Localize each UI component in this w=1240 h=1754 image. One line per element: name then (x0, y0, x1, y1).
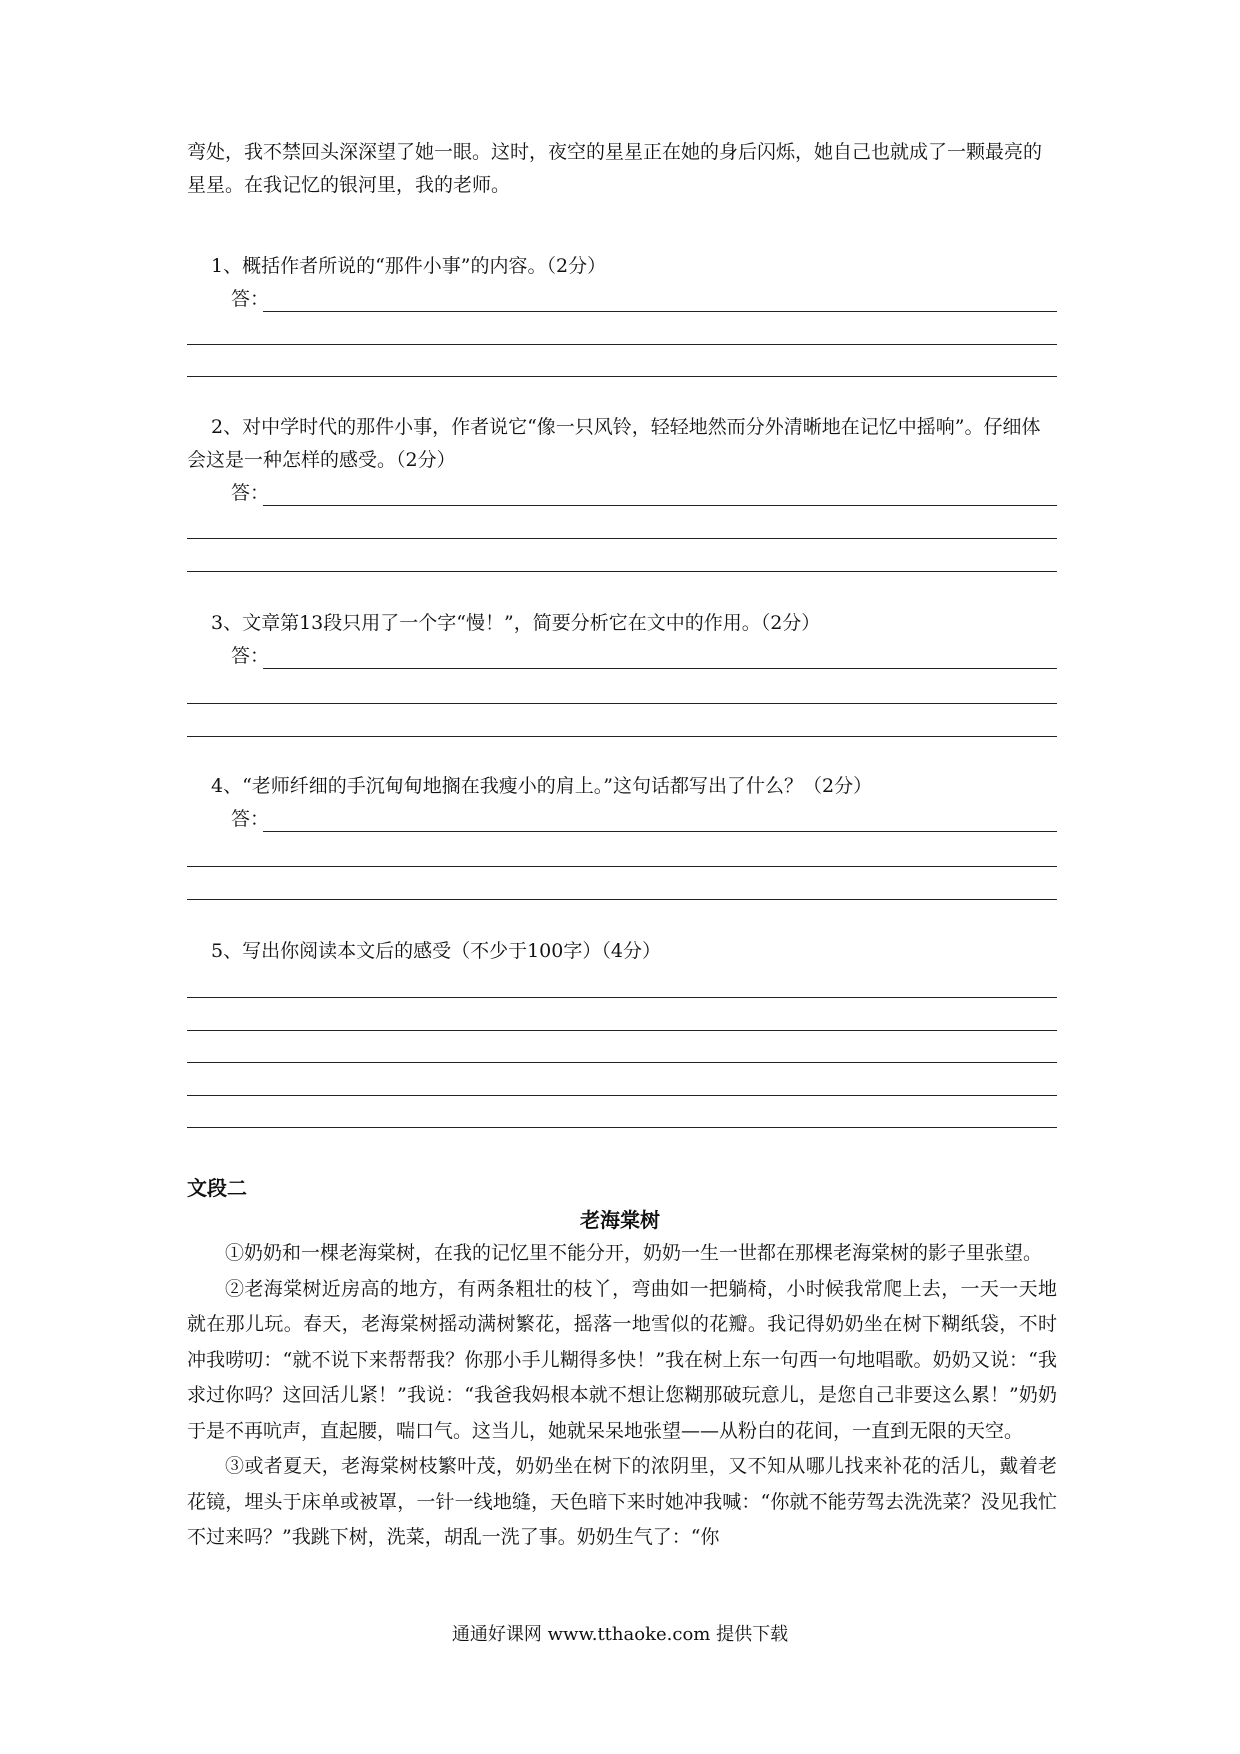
answer-3-row (187, 640, 1057, 673)
answer-3-label: 答： (231, 645, 270, 667)
question-1 (187, 250, 1057, 316)
intro-paragraph: 弯处，我不禁回头深深望了她一眼。这时，夜空的星星正在她的身后闪烁，她自己也就成了一颗最亮的星星。在我记忆的银河里，我的老师。 (187, 141, 1043, 196)
answer-2-line-2[interactable] (187, 538, 1057, 539)
answer-2-label: 答： (231, 482, 270, 504)
passage-body (187, 1236, 1057, 1556)
answer-5-line-2[interactable] (187, 1030, 1057, 1031)
page-footer: 通通好课网 www.tthaoke.com 提供下载 (451, 1624, 789, 1645)
question-2 (187, 411, 1057, 510)
question-5 (187, 935, 1057, 968)
answer-5-line-1[interactable] (187, 997, 1057, 998)
answer-3-line-2[interactable] (187, 703, 1057, 704)
section-heading: 文段二 (187, 1176, 247, 1200)
answer-2-line-1[interactable] (263, 505, 1057, 506)
passage-title: 老海棠树 (580, 1208, 660, 1232)
question-4-text: 4、“老师纤细的手沉甸甸地搁在我瘦小的肩上。”这句话都写出了什么？（2分） (211, 775, 873, 797)
question-2-text: 2、对中学时代的那件小事，作者说它“像一只风铃，轻轻地然而分外清晰地在记忆中摇响”。仔细体会这是一种怎样的感受。（2分） (187, 416, 1041, 471)
answer-1-label: 答： (231, 288, 270, 310)
answer-1-line-3[interactable] (187, 376, 1057, 377)
answer-1-line-1[interactable] (263, 311, 1057, 312)
answer-5-line-5[interactable] (187, 1127, 1057, 1128)
answer-3-line-3[interactable] (187, 736, 1057, 737)
question-3 (187, 607, 1057, 673)
answer-4-row (187, 803, 1057, 836)
passage-paragraph-2: ②老海棠树近房高的地方，有两条粗壮的枝丫，弯曲如一把躺椅，小时候我常爬上去，一天一天地就在那儿玩。春天，老海棠树摇动满树繁花，摇落一地雪似的花瓣。我记得奶奶坐在树下糊纸袋，不时冲我唠叨：“就不说下来帮帮我？你那小手儿糊得多快！”我在树上东一句西一句地唱歌。奶奶又说：“我求过你吗？这回活儿紧！”我说：“我爸我妈根本就不想让您糊那破玩意儿，是您自己非要这么累！”奶奶于是不再吭声，直起腰，喘口气。这当儿，她就呆呆地张望——从粉白的花间，一直到无限的天空。 (187, 1277, 1057, 1442)
answer-5-line-4[interactable] (187, 1095, 1057, 1096)
answer-4-label: 答： (231, 808, 270, 830)
answer-4-line-2[interactable] (187, 866, 1057, 867)
answer-3-line-1[interactable] (263, 668, 1057, 669)
answer-5-line-3[interactable] (187, 1062, 1057, 1063)
answer-1-line-2[interactable] (187, 344, 1057, 345)
passage-paragraph-3: ③或者夏天，老海棠树枝繁叶茂，奶奶坐在树下的浓阴里，又不知从哪儿找来补花的活儿，戴着老花镜，埋头于床单或被罩，一针一线地缝，天色暗下来时她冲我喊：“你就不能劳驾去洗洗菜？没见我忙不过来吗？”我跳下树，洗菜，胡乱一洗了事。奶奶生气了：“你 (187, 1455, 1057, 1548)
question-5-text: 5、写出你阅读本文后的感受（不少于100字）（4分） (211, 940, 661, 962)
answer-4-line-1[interactable] (263, 831, 1057, 832)
question-1-text: 1、概括作者所说的“那件小事”的内容。（2分） (211, 255, 607, 277)
answer-2-line-3[interactable] (187, 571, 1057, 572)
question-4 (187, 770, 1057, 836)
answer-2-row (187, 477, 1057, 510)
passage-paragraph-1: ①奶奶和一棵老海棠树，在我的记忆里不能分开，奶奶一生一世都在那棵老海棠树的影子里张望。 (225, 1242, 1043, 1264)
answer-1-row (187, 283, 1057, 316)
answer-4-line-3[interactable] (187, 899, 1057, 900)
question-3-text: 3、文章第13段只用了一个字“慢！”，简要分析它在文中的作用。（2分） (211, 612, 821, 634)
